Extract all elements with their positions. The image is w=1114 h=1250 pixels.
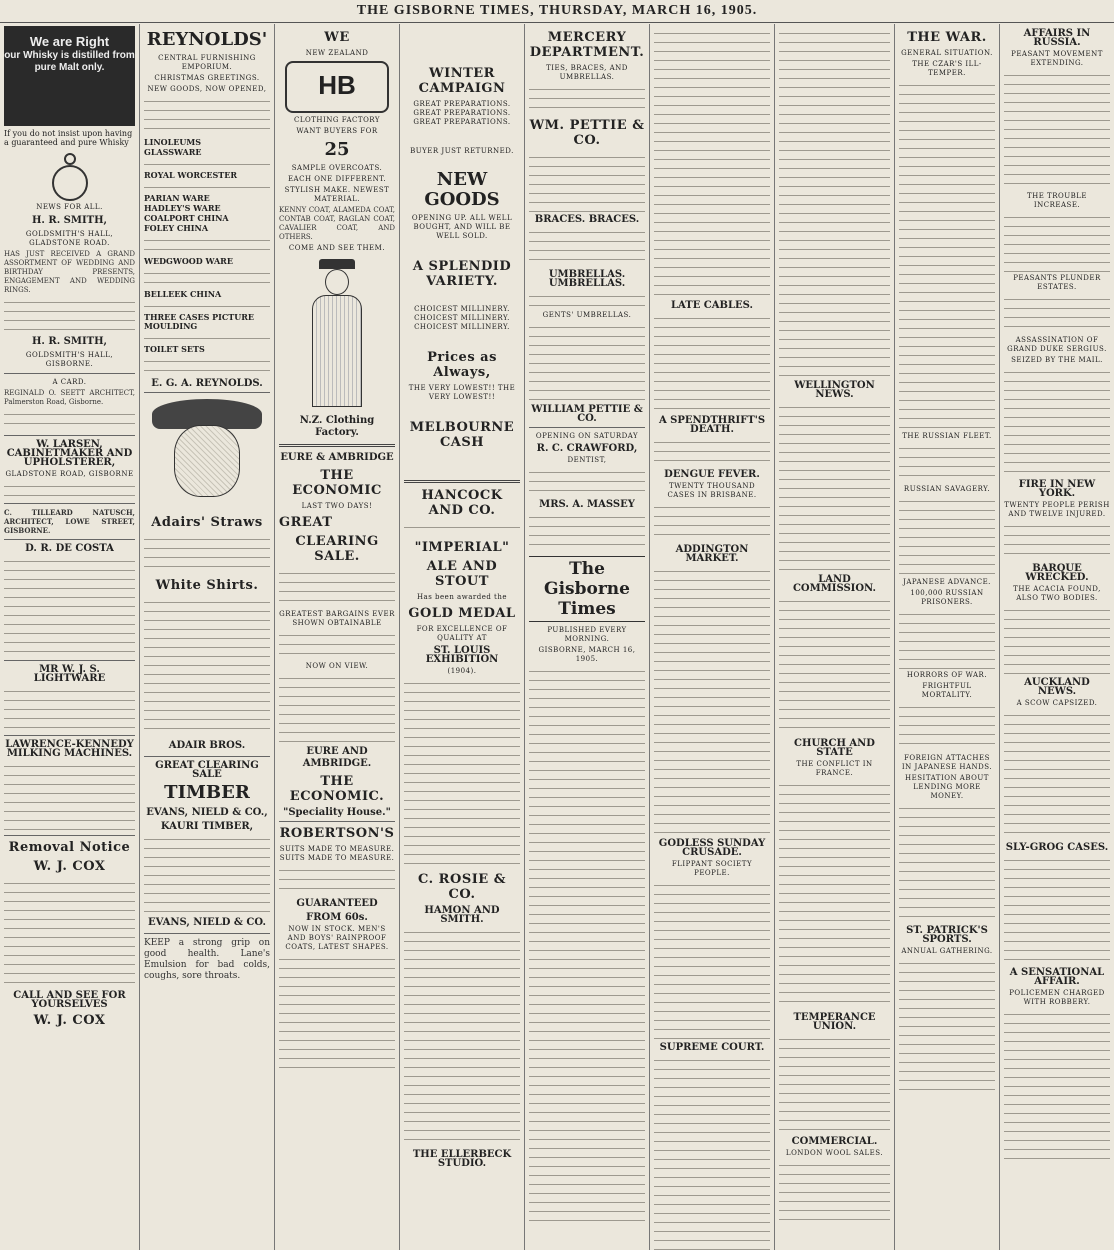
- published-every-morning: PUBLISHED EVERY MORNING.: [547, 626, 627, 643]
- hesitation-lines: [899, 803, 995, 923]
- william-pettie: WILLIAM PETTIE & CO.: [531, 404, 643, 424]
- addington-market: ADDINGTON MARKET.: [675, 544, 749, 564]
- column-1: [0, 24, 140, 1250]
- exhibition-year: (1904).: [447, 667, 477, 675]
- godless-lines: [654, 880, 770, 1040]
- reynolds-item: WEDGWOOD WARE: [144, 256, 233, 266]
- reynolds-signature: E. G. A. REYNOLDS.: [151, 378, 263, 389]
- column-3: [275, 24, 400, 1250]
- land-commission: LAND COMMISSION.: [792, 574, 877, 594]
- larsen-text-lines: [4, 481, 135, 499]
- dengue-fever: DENGUE FEVER.: [664, 469, 760, 480]
- reynolds-item: THREE CASES PICTURE MOULDING: [144, 312, 254, 331]
- sample-overcoats: SAMPLE OVERCOATS.: [291, 164, 383, 172]
- guaranteed: GUARANTEED: [296, 898, 378, 909]
- trouble-increase: THE TROUBLE INCREASE.: [1026, 192, 1088, 209]
- come-and-see: COME AND SEE THEM.: [288, 244, 386, 252]
- mercery-department: MERCERY DEPARTMENT.: [529, 30, 645, 60]
- russian-prisoners: 100,000 RUSSIAN PRISONERS.: [910, 589, 984, 606]
- ties-braces: TIES, BRACES, AND UMBRELLAS.: [546, 64, 628, 81]
- reynolds-title: REYNOLDS': [146, 29, 268, 50]
- fire-in-new-york: FIRE IN NEW YORK.: [1018, 479, 1096, 499]
- affairs-in-russia: AFFAIRS IN RUSSIA.: [1023, 28, 1091, 48]
- sly-grog-cases: SLY-GROG CASES.: [1005, 842, 1109, 853]
- supreme-lines: [654, 1055, 770, 1250]
- smith-text-lines: [4, 297, 135, 333]
- smith-name-2: H. R. SMITH,: [31, 336, 108, 347]
- gold-medal: GOLD MEDAL: [408, 606, 516, 621]
- straws-text-lines: [144, 534, 270, 574]
- war-lines: [899, 80, 995, 430]
- each-different: EACH ONE DIFFERENT.: [287, 175, 387, 183]
- church-and-state: CHURCH AND STATE: [794, 738, 875, 758]
- supreme-court: SUPREME COURT.: [659, 1042, 765, 1053]
- reynolds-item: PARIAN WARE: [144, 193, 210, 203]
- hb-logo: HB: [285, 61, 389, 113]
- column-8: [895, 24, 1000, 1250]
- item-lines: [144, 333, 270, 343]
- gents-lines: [529, 322, 645, 402]
- kauri-timber: KAURI TIMBER,: [160, 821, 254, 832]
- seett-ad: REGINALD O. SEETT ARCHITECT, Palmerston Road, Gisborne.: [4, 389, 135, 406]
- robertson-text-lines: [279, 865, 395, 895]
- fleet-lines: [899, 443, 995, 483]
- robertsons: ROBERTSON'S: [279, 826, 395, 841]
- wellington-lines: [779, 402, 890, 572]
- dentist: DENTIST,: [567, 456, 607, 464]
- general-situation: GENERAL SITUATION.: [901, 49, 993, 57]
- lightware-text-lines: [4, 686, 135, 731]
- great-clearing-sale: GREAT CLEARING SALE: [155, 760, 259, 780]
- barque-wrecked: BARQUE WRECKED.: [1025, 563, 1089, 583]
- speciality-house: "Speciality House.": [283, 807, 391, 818]
- affairs-lines: [1004, 70, 1110, 190]
- robertson-more-lines: [279, 954, 395, 1074]
- dacosta-text-lines: [4, 556, 135, 656]
- winter-campaign: WINTER CAMPAIGN: [418, 66, 506, 96]
- dengue-lines: [654, 502, 770, 542]
- evans-nield: EVANS, NIELD & CO.,: [146, 807, 268, 818]
- economic-text-lines: [279, 673, 395, 743]
- call-and-see: CALL AND SEE FOR YOURSELVES: [13, 990, 126, 1010]
- column-9: [1000, 24, 1114, 1250]
- cox-name-2: W. J. COX: [33, 1013, 106, 1028]
- sly-grog-lines: [1004, 855, 1110, 965]
- choicest-millinery: CHOICEST MILLINERY. CHOICEST MILLINERY. CHOICEST MILLINERY.: [414, 305, 510, 331]
- milking-ad: LAWRENCE-KENNEDY MILKING MACHINES.: [5, 739, 134, 759]
- lanes-emulsion-ad: KEEP a strong grip on good health. Lane's Emulsion for bad colds, coughs, sore throats.: [144, 938, 270, 981]
- splendid-variety: A SPLENDID VARIETY.: [412, 259, 512, 289]
- czars-ill-temper: THE CZAR'S ILL-TEMPER.: [912, 60, 982, 77]
- acacia-found: THE ACACIA FOUND, ALSO TWO BODIES.: [1013, 585, 1101, 602]
- christmas-greetings: CHRISTMAS GREETINGS.: [154, 74, 260, 82]
- new-goods-heading: NEW GOODS: [424, 169, 500, 210]
- mortality-lines: [899, 702, 995, 752]
- removal-notice: Removal Notice: [8, 840, 131, 855]
- prisoners-lines: [899, 609, 995, 669]
- reynolds-sub: CENTRAL FURNISHING EMPORIUM.: [158, 54, 256, 71]
- crawford-lines: [529, 467, 645, 497]
- annual-gathering: ANNUAL GATHERING.: [901, 947, 993, 955]
- japanese-advance: JAPANESE ADVANCE.: [903, 578, 991, 586]
- we-heading: WE: [324, 30, 350, 45]
- peasant-movement: PEASANT MOVEMENT EXTENDING.: [1011, 50, 1103, 67]
- the-economic: THE ECONOMIC: [292, 468, 382, 498]
- barque-lines: [1004, 605, 1110, 675]
- reynolds-item: ROYAL WORCESTER: [144, 170, 237, 180]
- reynolds-item: COALPORT CHINA: [144, 213, 229, 223]
- scow-capsized: A SCOW CAPSIZED.: [1016, 699, 1098, 707]
- eure-ambridge: EURE & AMBRIDGE: [280, 452, 394, 463]
- overcoat-count: 25: [324, 139, 350, 160]
- st-louis-exhibition: ST. LOUIS EXHIBITION: [425, 645, 499, 665]
- smith-address: GOLDSMITH'S HALL, GLADSTONE ROAD.: [25, 230, 114, 247]
- peasants-plunder: PEASANTS PLUNDER ESTATES.: [1013, 274, 1101, 291]
- late-cables: LATE CABLES.: [671, 300, 753, 311]
- commercial: COMMERCIAL.: [791, 1136, 878, 1147]
- adair-bros: ADAIR BROS.: [168, 740, 246, 751]
- tilleard-ad: C. TILLEARD NATUSCH, ARCHITECT, LOWE STREET, GISBORNE.: [4, 508, 135, 535]
- braces-lines: [529, 227, 645, 267]
- upper-text-lines: [654, 28, 770, 298]
- godless-sunday-crusade: GODLESS SUNDAY CRUSADE.: [658, 838, 766, 858]
- fire-lines: [1004, 521, 1110, 561]
- wellington-news: WELLINGTON NEWS.: [794, 380, 875, 400]
- last-two-days: LAST TWO DAYS!: [301, 502, 373, 510]
- land-lines: [779, 596, 890, 736]
- seett-text-lines: [4, 409, 135, 431]
- item-lines: [144, 159, 270, 169]
- timber-text-lines: [144, 834, 270, 914]
- evans-nield-2: EVANS, NIELD & CO.: [147, 917, 267, 928]
- item-lines: [144, 268, 270, 288]
- now-on-view: NOW ON VIEW.: [305, 662, 369, 670]
- horrors-of-war: HORRORS OF WAR.: [906, 671, 988, 679]
- mrs-massey: MRS. A. MASSEY: [539, 499, 635, 510]
- lightware-ad: MR W. J. S. LIGHTWARE: [33, 664, 106, 684]
- melbourne-cash: MELBOURNE CASH: [409, 420, 515, 450]
- slaughtering-lines: [279, 568, 395, 608]
- auckland-news: AUCKLAND NEWS.: [1024, 677, 1090, 697]
- clearing-sale: CLEARING SALE.: [295, 534, 379, 564]
- stylish-make: STYLISH MAKE. NEWEST MATERIAL.: [284, 186, 390, 203]
- gents-umbrellas: GENTS' UMBRELLAS.: [542, 311, 632, 319]
- column-6: [650, 24, 775, 1250]
- frightful-mortality: FRIGHTFUL MORTALITY.: [921, 682, 973, 699]
- temperance-lines: [779, 1034, 890, 1134]
- nz-label: NEW ZEALAND: [305, 49, 369, 57]
- rainproof-coats: NOW IN STOCK. MEN'S AND BOYS' RAINPROOF COATS, LATEST SHAPES.: [285, 925, 389, 951]
- pettie-text-lines: [529, 152, 645, 212]
- item-lines: [144, 301, 270, 311]
- clothing-factory-label: CLOTHING FACTORY: [294, 116, 380, 124]
- hamon-smith: HAMON AND SMITH.: [424, 905, 500, 925]
- reynolds-item: FOLEY CHINA: [144, 223, 209, 233]
- late-cables-lines: [654, 313, 770, 413]
- church-lines: [779, 780, 890, 1010]
- foreign-attaches: FOREIGN ATTACHES IN JAPANESE HANDS.: [901, 754, 993, 771]
- friday-saturday-lines: [279, 630, 395, 660]
- hancock-more-lines: [404, 678, 520, 868]
- column-2: [140, 24, 275, 1250]
- reynolds-item: HADLEY'S WARE: [144, 203, 221, 213]
- card-heading: A CARD.: [52, 378, 87, 386]
- sports-lines: [899, 958, 995, 1098]
- hesitation-lending: HESITATION ABOUT LENDING MORE MONEY.: [905, 774, 989, 800]
- mercery-lines: [529, 84, 645, 114]
- smith-name: H. R. SMITH,: [31, 215, 108, 226]
- columns: [0, 24, 1114, 1250]
- reynolds-item: TOILET SETS: [144, 344, 205, 354]
- sensational-lines: [1004, 1009, 1110, 1159]
- whisky-tagline: If you do not insist upon having a guaranteed and pure Whisky: [4, 129, 133, 147]
- great-preparations: GREAT PREPARATIONS. GREAT PREPARATIONS. GREAT PREPARATIONS.: [413, 100, 511, 126]
- russian-fleet: THE RUSSIAN FLEET.: [902, 432, 992, 440]
- gisborne-times-title: The Gisborne Times: [529, 556, 645, 622]
- very-lowest: THE VERY LOWEST!! THE VERY LOWEST!!: [408, 384, 516, 401]
- hancock-co: HANCOCK AND CO.: [421, 488, 503, 518]
- ale-and-stout: ALE AND STOUT: [426, 559, 498, 589]
- hancock-text-lines: [404, 522, 520, 536]
- ellerbeck-studio: THE ELLERBECK STUDIO.: [412, 1149, 512, 1169]
- timber-heading: TIMBER: [164, 782, 250, 803]
- seized-by-mail: SEIZED BY THE MAIL.: [1011, 356, 1103, 364]
- shirts-text-lines: [144, 597, 270, 737]
- imperial: "IMPERIAL": [414, 540, 510, 555]
- flippant-society: FLIPPANT SOCIETY PEOPLE.: [671, 860, 753, 877]
- awarded: Has been awarded the: [416, 593, 508, 601]
- addington-lines: [654, 566, 770, 836]
- want-buyers: WANT BUYERS FOR: [296, 127, 378, 135]
- item-lines: [144, 356, 270, 376]
- whisky-body: our Whisky is distilled from pure Malt only.: [4, 50, 135, 73]
- coat-list: KENNY COAT, ALAMEDA COAT, CONTAB COAT, RAGLAN COAT, CAVALIER COAT, AND OTHERS.: [279, 206, 395, 241]
- eure-and-ambridge: EURE AND AMBRIDGE.: [302, 746, 372, 769]
- spendthrift-lines: [654, 437, 770, 467]
- buyer-returned: BUYER JUST RETURNED.: [410, 147, 514, 155]
- russian-savagery: RUSSIAN SAVAGERY.: [903, 485, 991, 493]
- cox-text-lines: [4, 878, 135, 988]
- massey-lines: [529, 512, 645, 552]
- opening-up: OPENING UP. ALL WELL BOUGHT, AND WILL BE WELL SOLD.: [411, 214, 513, 240]
- prices-as-always: Prices as Always,: [427, 350, 497, 380]
- smith-address-2: GOLDSMITH'S HALL, GISBORNE.: [25, 351, 114, 368]
- wool-lines: [779, 1160, 890, 1220]
- dacosta-ad: D. R. DE COSTA: [25, 543, 114, 554]
- wm-pettie: WM. PETTIE & CO.: [529, 118, 645, 148]
- temperance-union: TEMPERANCE UNION.: [793, 1012, 876, 1032]
- nz-clothing-factory: N.Z. Clothing Factory.: [299, 415, 375, 438]
- braces: BRACES. BRACES.: [534, 214, 640, 225]
- rosie-co: C. ROSIE & CO.: [418, 872, 506, 902]
- assassination-lines: [1004, 367, 1110, 477]
- larsen-address: GLADSTONE ROAD, GISBORNE: [5, 470, 134, 478]
- the-war: THE WAR.: [907, 30, 987, 45]
- column-7: [775, 24, 895, 1250]
- reynolds-item: LINOLEUMS: [144, 137, 201, 147]
- smith-body: HAS JUST RECEIVED A GRAND ASSORTMENT OF WEDDING AND BIRTHDAY PRESENTS, ENGAGEMENT AND WEDDING RINGS.: [4, 250, 135, 294]
- scow-lines: [1004, 710, 1110, 840]
- umbrellas: UMBRELLAS. UMBRELLAS.: [548, 269, 626, 289]
- column-5: [525, 24, 650, 1250]
- masthead: THE GISBORNE TIMES, THURSDAY, MARCH 16, 1905.: [0, 0, 1114, 23]
- conflict-in-france: THE CONFLICT IN FRANCE.: [796, 760, 873, 777]
- new-goods: NEW GOODS, NOW OPENED,: [147, 85, 267, 93]
- twenty-thousand-cases: TWENTY THOUSAND CASES IN BRISBANE.: [667, 482, 757, 499]
- trouble-lines: [1004, 212, 1110, 272]
- reynolds-item: GLASSWARE: [144, 147, 202, 157]
- larsen-ad: W. LARSEN, CABINETMAKER AND UPHOLSTERER,: [6, 439, 133, 468]
- from-price: FROM 60s.: [306, 912, 368, 923]
- whisky-headline: We are Right: [29, 34, 110, 49]
- sensational-affair: A SENSATIONAL AFFAIR.: [1009, 967, 1105, 987]
- the-economic-2: THE ECONOMIC.: [289, 774, 385, 804]
- whisky-ad: [4, 26, 135, 126]
- crawford: R. C. CRAWFORD,: [536, 443, 638, 454]
- upper-text-lines: [779, 28, 890, 378]
- milking-text-lines: [4, 761, 135, 831]
- column-4: [400, 24, 525, 1250]
- editorial-date: GISBORNE, MARCH 16, 1905.: [538, 646, 636, 663]
- twenty-people-perish: TWENTY PEOPLE PERISH AND TWELVE INJURED.: [1004, 501, 1110, 518]
- item-lines: [144, 182, 270, 192]
- item-lines: [144, 235, 270, 255]
- hamon-text-lines: [404, 927, 520, 1147]
- man-in-overcoat-illustration: [307, 259, 367, 409]
- greatest-bargains: GREATEST BARGAINS EVER SHOWN OBTAINABLE: [279, 610, 395, 627]
- st-patricks-sports: ST. PATRICK'S SPORTS.: [906, 925, 988, 945]
- reynolds-item: BELLEEK CHINA: [144, 289, 222, 299]
- spendthrifts-death: A SPENDTHRIFT'S DEATH.: [658, 415, 766, 435]
- adairs-straws: Adairs' Straws: [151, 515, 263, 530]
- man-in-straw-hat-illustration: [147, 399, 267, 509]
- opening-saturday: OPENING ON SATURDAY: [535, 432, 639, 440]
- policemen-charged: POLICEMEN CHARGED WITH ROBBERY.: [1009, 989, 1105, 1006]
- news-for-all: NEWS FOR ALL.: [36, 203, 103, 211]
- umbrella-lines: [529, 291, 645, 309]
- cox-name: W. J. COX: [33, 859, 106, 874]
- suits-made-to-measure: SUITS MADE TO MEASURE. SUITS MADE TO MEASURE.: [279, 845, 395, 862]
- great-word: GREAT: [279, 515, 333, 530]
- assassination: ASSASSINATION OF GRAND DUKE SERGIUS.: [1007, 336, 1107, 353]
- london-wool-sales: LONDON WOOL SALES.: [785, 1149, 884, 1157]
- excellence: FOR EXCELLENCE OF QUALITY AT: [416, 625, 508, 642]
- editorial-text-lines: [529, 666, 645, 1226]
- plunder-lines: [1004, 294, 1110, 334]
- savagery-lines: [899, 496, 995, 576]
- reynolds-intro-lines: [144, 96, 270, 136]
- white-shirts: White Shirts.: [155, 578, 259, 593]
- watch-icon: [52, 153, 88, 197]
